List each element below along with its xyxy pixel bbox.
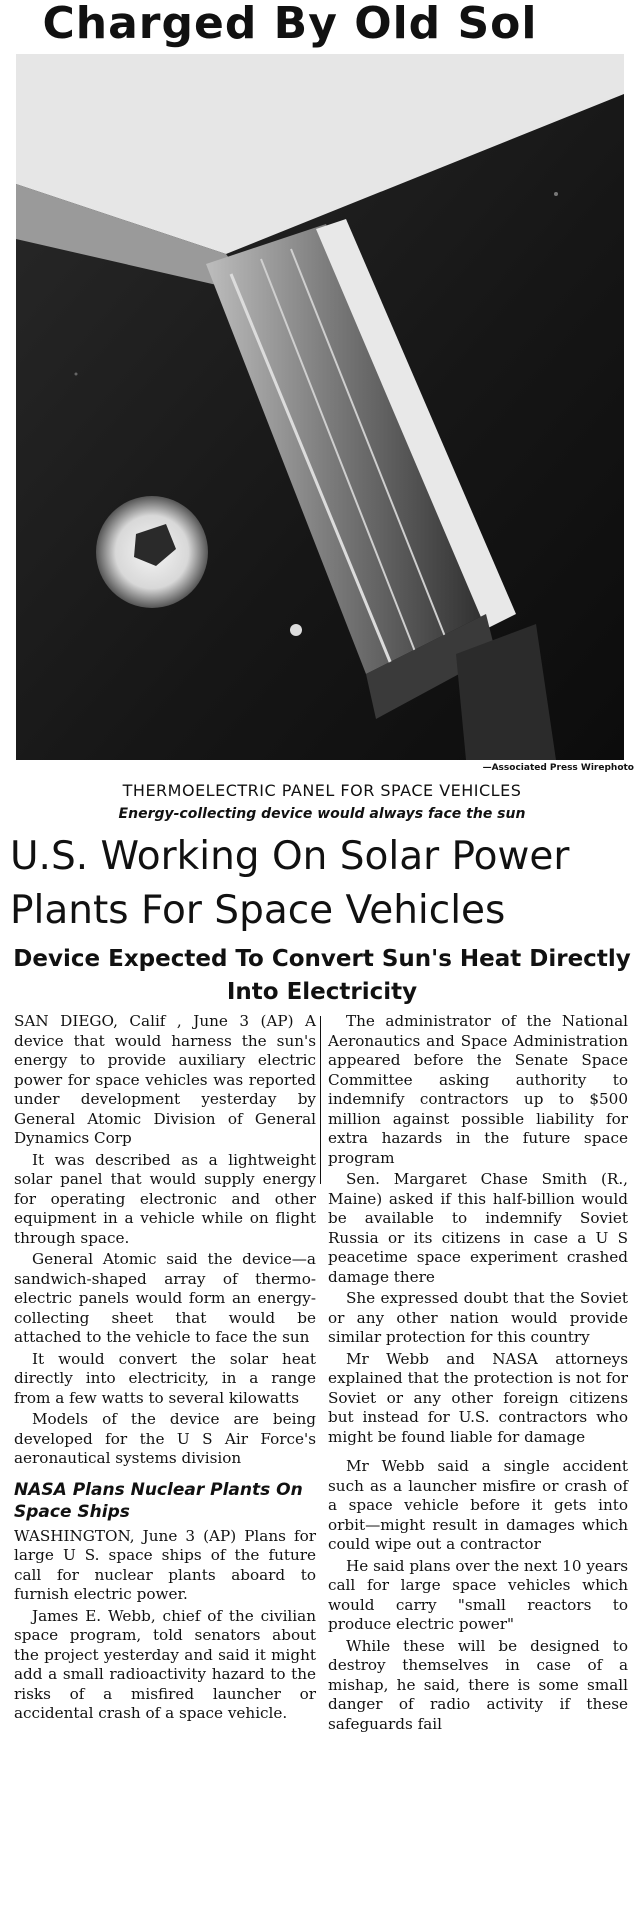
paragraph: While these will be designed to destroy themselves in case of a mishap, he said, there is some small danger of radio activity if these safeguards fail — [328, 1636, 628, 1733]
photo-caption-subtitle: Energy-collecting device would always face the sun — [118, 806, 526, 822]
article-deck: Device Expected To Convert Sun's Heat Directly Into Electricity — [13, 946, 631, 1005]
left-column — [14, 1012, 316, 1724]
photo-caption-title: THERMOELECTRIC PANEL FOR SPACE VEHICLES — [122, 781, 522, 800]
paragraph: James E. Webb, chief of the civilian space program, told senators about the project yesterday and said it might add a small radioactivity hazard to the risks of a misfired launcher or accidental crash of a space vehicle. — [14, 1606, 316, 1722]
paragraph: She expressed doubt that the Soviet or any other nation would provide similar protection for this country — [328, 1289, 628, 1346]
paragraph: Models of the device are being developed for the U S Air Force's aeronautical systems division — [14, 1410, 316, 1467]
right-column — [328, 1012, 628, 1734]
section-subhead: NASA Plans Nuclear Plants On Space Ships — [14, 1479, 303, 1522]
paragraph: Sen. Margaret Chase Smith (R., Maine) asked if this half-billion would be available to indemnify Soviet Russia or its citizens in case a U S peacetime space experiment crashed damage there — [328, 1170, 628, 1286]
article-headline: U.S. Working On Solar Power Plants For Space Vehicles — [10, 834, 570, 933]
paragraph: SAN DIEGO, Calif , June 3 (AP) A device that would harness the sun's energy to provide auxiliary electric power for space vehicles was reported under development yesterday by General Atomic Division of General Dynamics Corp — [14, 1012, 316, 1147]
news-photo — [16, 54, 624, 760]
paragraph: General Atomic said the device—a sandwich-shaped array of thermo-electric panels would form an energy-collecting sheet that would be attached to the vehicle to face the sun — [14, 1250, 316, 1346]
paragraph: Mr Webb and NASA attorneys explained that the protection is not for Soviet or any other foreign citizens but instead for U.S. contractors who might be found liable for damage — [328, 1349, 628, 1446]
paragraph: It was described as a lightweight solar panel that would supply energy for operating electronic and other equipment in a vehicle while on flight through space. — [14, 1150, 316, 1247]
photo-credit: —Associated Press Wirephoto — [482, 763, 634, 773]
column-rule — [320, 1016, 321, 1184]
photo-headline: Charged By Old Sol — [42, 0, 538, 49]
paragraph: It would convert the solar heat directly into electricity, in a range from a few watts to several kilowatts — [14, 1349, 316, 1407]
paragraph: He said plans over the next 10 years call for large space vehicles which would carry "small reactors to produce electric power" — [328, 1556, 628, 1633]
paragraph: WASHINGTON, June 3 (AP) Plans for large U S. space ships of the future call for nuclear plants aboard to furnish electric power. — [14, 1526, 316, 1603]
paragraph: The administrator of the National Aeronautics and Space Administration appeared before the Senate Space Committee asking authority to indemnify contractors up to $500 million against possible liability for extra hazards in the future space program — [328, 1012, 628, 1167]
paragraph: Mr Webb said a single accident such as a launcher misfire or crash of a space vehicle before it gets into orbit—might result in damages which could wipe out a contractor — [328, 1457, 628, 1553]
